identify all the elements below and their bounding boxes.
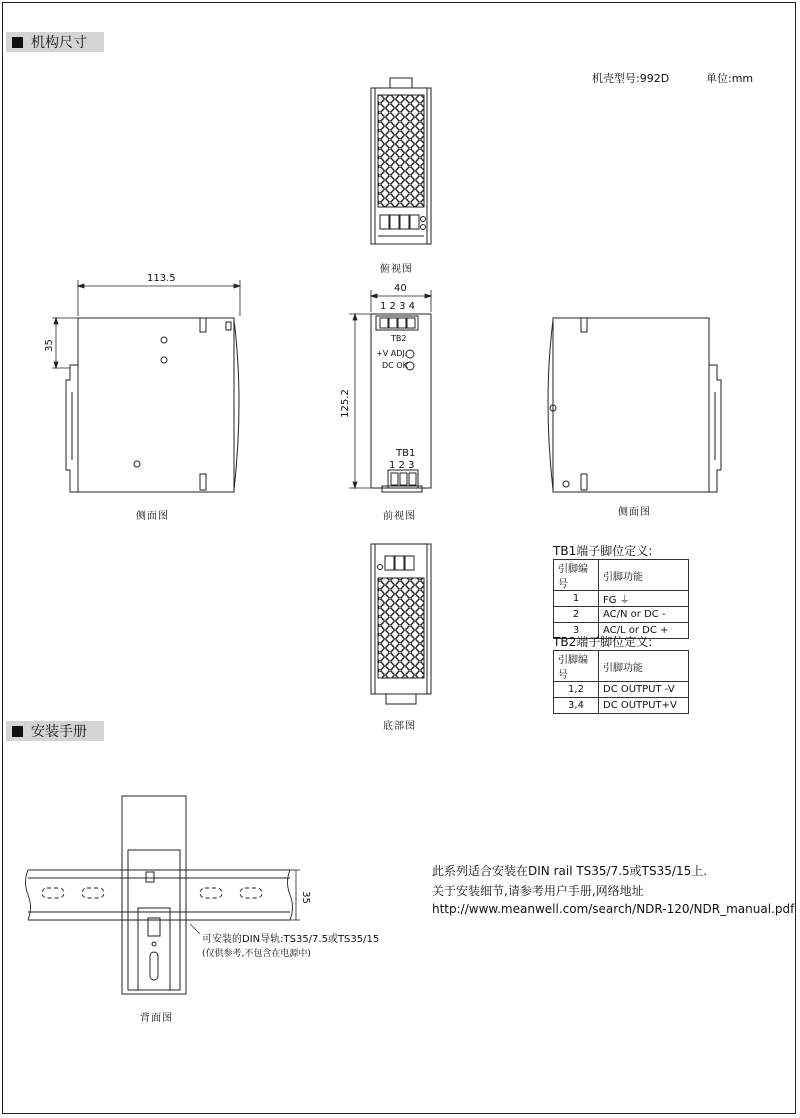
pin-no: 3 (554, 623, 599, 639)
tb1-table-title: TB1端子脚位定义: (553, 544, 653, 558)
caption-bottom-view: 底部图 (383, 721, 416, 732)
header-pin-no: 引脚编号 (554, 560, 599, 591)
vadj-label: +V ADJ. (376, 349, 408, 358)
tb1-label: TB1 (396, 448, 416, 459)
caption-left-side-view: 侧面图 (136, 511, 169, 522)
left-side-view (66, 318, 239, 492)
section-title: 安装手册 (31, 724, 87, 740)
square-bullet-icon (12, 726, 23, 737)
right-side-view (548, 318, 721, 492)
caption-top-view: 俯视图 (380, 264, 413, 275)
dimension-width-label: 40 (394, 283, 407, 294)
dimension-side-label: 35 (43, 339, 55, 352)
tb1-pin-numbers: 1 2 3 (389, 460, 415, 471)
caption-right-side-view: 侧面图 (618, 507, 651, 518)
table-header-row (554, 560, 689, 591)
rail-note: 可安装的DIN导轨:TS35/7.5或TS35/15 (202, 934, 380, 945)
tb2-pin-table (553, 650, 689, 714)
caption-back-view: 背面图 (140, 1013, 173, 1024)
pin-function: AC/N or DC - (599, 607, 689, 623)
pin-function: DC OUTPUT -V (599, 682, 689, 698)
table-row (554, 682, 689, 698)
table-row (554, 591, 689, 607)
dimension-rail-label: 35 (299, 891, 311, 904)
pin-function: FG ⏚ (599, 591, 689, 607)
section-header-installation (6, 721, 104, 741)
pin-no: 1 (554, 591, 599, 607)
tb2-label: TB2 (391, 334, 407, 343)
dimension-depth-label: 113.5 (147, 273, 176, 284)
pin-no: 2 (554, 607, 599, 623)
pin-no: 1,2 (554, 682, 599, 698)
din-rail (26, 870, 301, 934)
tb2-table-title: TB2端子脚位定义: (553, 635, 653, 649)
dimension-height-label: 125.2 (339, 389, 351, 418)
table-row (554, 698, 689, 714)
caption-front-view: 前视图 (383, 511, 416, 522)
tb1-pin-table (553, 559, 689, 639)
dimension-side (52, 318, 78, 368)
unit-label: 单位:mm (706, 72, 754, 85)
install-line-1: 此系列适合安装在DIN rail TS35/7.5或TS35/15上. (432, 864, 708, 878)
header-pin-function: 引脚功能 (599, 560, 689, 591)
bottom-view (371, 544, 431, 704)
dimension-height (349, 314, 371, 488)
dimension-depth (78, 280, 240, 316)
pin-function: AC/L or DC + (599, 623, 689, 639)
header-pin-no: 引脚编号 (554, 651, 599, 682)
manual-url-link[interactable]: http://www.meanwell.com/search/NDR-120/NDR_manual.pdf (432, 902, 795, 916)
back-view (122, 796, 186, 994)
table-header-row (554, 651, 689, 682)
install-line-2: 关于安装细节,请参考用户手册,网络地址 (432, 884, 644, 898)
top-view (371, 78, 431, 244)
case-model: 机壳型号:992D (592, 72, 670, 85)
section-title: 机构尺寸 (31, 35, 87, 51)
pin-no: 3,4 (554, 698, 599, 714)
header-pin-function: 引脚功能 (599, 651, 689, 682)
rail-note-sub: (仅供参考,不包含在电源中) (202, 949, 311, 959)
tb2-pin-numbers: 1 2 3 4 (380, 301, 415, 312)
table-row (554, 607, 689, 623)
dcok-label: DC OK (382, 361, 408, 370)
pin-function: DC OUTPUT+V (599, 698, 689, 714)
